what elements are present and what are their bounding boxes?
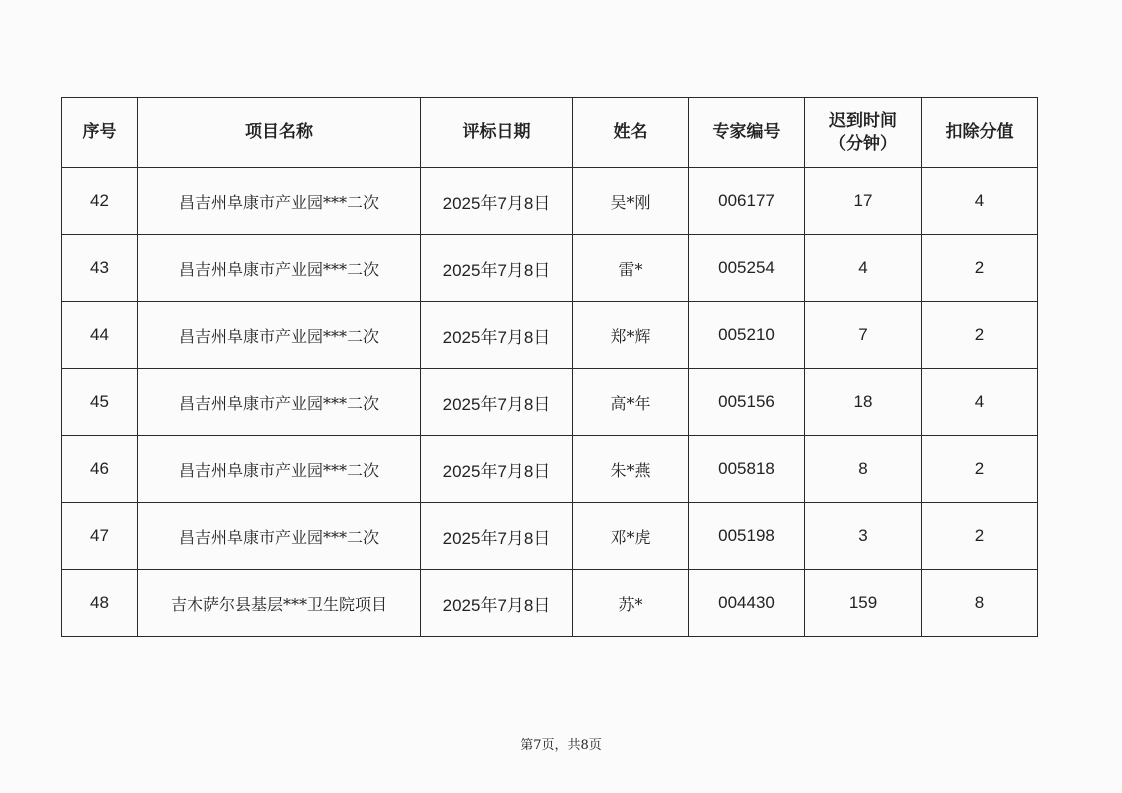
table-row <box>62 235 1038 302</box>
cell-index: 46 <box>62 436 138 503</box>
cell-index: 45 <box>62 369 138 436</box>
cell-project-name: 昌吉州阜康市产业园***二次 <box>138 235 421 302</box>
cell-late-minutes: 3 <box>805 503 922 570</box>
cell-deduction: 4 <box>922 168 1038 235</box>
cell-late-minutes: 159 <box>805 570 922 637</box>
cell-expert-id: 005198 <box>689 503 805 570</box>
cell-project-name: 昌吉州阜康市产业园***二次 <box>138 168 421 235</box>
header-late-minutes: 迟到时间 （分钟） <box>805 98 922 168</box>
cell-index: 47 <box>62 503 138 570</box>
cell-name: 雷* <box>573 235 689 302</box>
cell-project-name: 昌吉州阜康市产业园***二次 <box>138 503 421 570</box>
cell-deduction: 8 <box>922 570 1038 637</box>
cell-late-minutes: 18 <box>805 369 922 436</box>
cell-index: 44 <box>62 302 138 369</box>
table-row <box>62 369 1038 436</box>
cell-bid-date: 2025年7月8日 <box>421 235 573 302</box>
cell-expert-id: 005210 <box>689 302 805 369</box>
cell-expert-id: 005818 <box>689 436 805 503</box>
table-header-row <box>62 98 1038 168</box>
cell-late-minutes: 17 <box>805 168 922 235</box>
cell-project-name: 昌吉州阜康市产业园***二次 <box>138 369 421 436</box>
header-name: 姓名 <box>573 98 689 168</box>
header-expert-id: 专家编号 <box>689 98 805 168</box>
cell-project-name: 昌吉州阜康市产业园***二次 <box>138 302 421 369</box>
table-row <box>62 503 1038 570</box>
cell-bid-date: 2025年7月8日 <box>421 369 573 436</box>
table-row <box>62 302 1038 369</box>
table-row <box>62 436 1038 503</box>
cell-expert-id: 005156 <box>689 369 805 436</box>
cell-project-name: 吉木萨尔县基层***卫生院项目 <box>138 570 421 637</box>
cell-project-name: 昌吉州阜康市产业园***二次 <box>138 436 421 503</box>
late-expert-table <box>61 97 1038 637</box>
cell-expert-id: 005254 <box>689 235 805 302</box>
cell-name: 苏* <box>573 570 689 637</box>
cell-deduction: 2 <box>922 235 1038 302</box>
cell-bid-date: 2025年7月8日 <box>421 503 573 570</box>
header-index: 序号 <box>62 98 138 168</box>
cell-expert-id: 004430 <box>689 570 805 637</box>
header-bid-date: 评标日期 <box>421 98 573 168</box>
cell-bid-date: 2025年7月8日 <box>421 570 573 637</box>
cell-late-minutes: 8 <box>805 436 922 503</box>
cell-deduction: 2 <box>922 503 1038 570</box>
table-row <box>62 168 1038 235</box>
page-number: 第7页，共8页 <box>520 738 602 753</box>
cell-late-minutes: 4 <box>805 235 922 302</box>
cell-deduction: 2 <box>922 436 1038 503</box>
cell-bid-date: 2025年7月8日 <box>421 436 573 503</box>
cell-index: 42 <box>62 168 138 235</box>
header-deduction: 扣除分值 <box>922 98 1038 168</box>
cell-name: 吴*刚 <box>573 168 689 235</box>
cell-bid-date: 2025年7月8日 <box>421 168 573 235</box>
cell-late-minutes: 7 <box>805 302 922 369</box>
cell-deduction: 2 <box>922 302 1038 369</box>
cell-name: 高*年 <box>573 369 689 436</box>
cell-name: 邓*虎 <box>573 503 689 570</box>
cell-index: 43 <box>62 235 138 302</box>
cell-index: 48 <box>62 570 138 637</box>
cell-name: 朱*燕 <box>573 436 689 503</box>
cell-expert-id: 006177 <box>689 168 805 235</box>
cell-name: 郑*辉 <box>573 302 689 369</box>
cell-bid-date: 2025年7月8日 <box>421 302 573 369</box>
table-row <box>62 570 1038 637</box>
header-project-name: 项目名称 <box>138 98 421 168</box>
cell-deduction: 4 <box>922 369 1038 436</box>
